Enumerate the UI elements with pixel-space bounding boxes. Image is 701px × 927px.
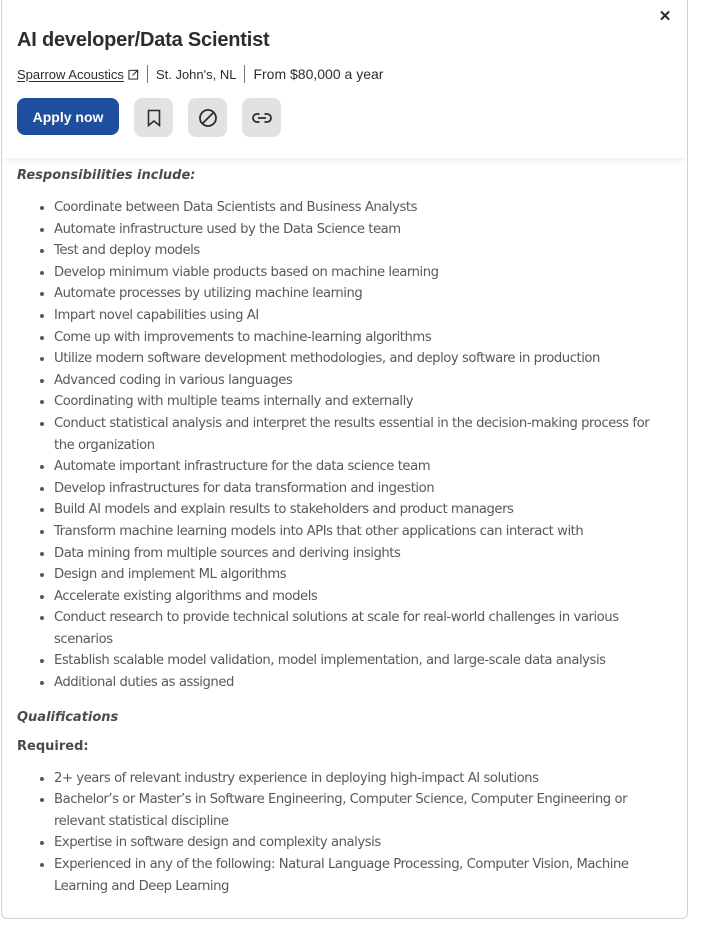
list-item: • 2+ years of relevant industry experience in deploying high-impact AI solutions bbox=[54, 768, 667, 790]
meta-divider bbox=[147, 65, 148, 83]
list-item: • Expertise in software design and complexity analysis bbox=[54, 832, 667, 854]
list-item: • Come up with improvements to machine-learning algorithms bbox=[54, 327, 667, 349]
list-item: • Establish scalable model validation, model implementation, and large-scale data analysis bbox=[54, 650, 667, 672]
list-item: • Experienced in any of the following: Natural Language Processing, Computer Vision, Machine Learning and Deep Learning bbox=[54, 854, 667, 897]
company-name: Sparrow Acoustics bbox=[17, 66, 124, 82]
job-detail-panel bbox=[1, 0, 688, 919]
qualifications-heading: Qualifications bbox=[17, 709, 119, 725]
list-item: • Data mining from multiple sources and deriving insights bbox=[54, 543, 667, 565]
list-item: • Coordinating with multiple teams internally and externally bbox=[54, 391, 667, 413]
close-icon: ✕ bbox=[658, 8, 672, 25]
copy-link-button[interactable] bbox=[242, 98, 281, 137]
job-meta bbox=[17, 65, 383, 83]
action-bar bbox=[17, 98, 281, 137]
bookmark-icon bbox=[146, 109, 162, 127]
meta-divider bbox=[244, 65, 245, 83]
list-item: • Additional duties as assigned bbox=[54, 672, 667, 694]
required-list bbox=[17, 768, 667, 898]
block-icon bbox=[198, 108, 218, 128]
list-item: • Coordinate between Data Scientists and Business Analysts bbox=[54, 197, 667, 219]
job-description bbox=[2, 158, 687, 918]
link-icon bbox=[252, 112, 272, 124]
list-item: • Utilize modern software development methodologies, and deploy software in production bbox=[54, 348, 667, 370]
list-item: • Automate processes by utilizing machine learning bbox=[54, 283, 667, 305]
job-location: St. John's, NL bbox=[155, 66, 237, 82]
list-item: • Conduct research to provide technical solutions at scale for real-world challenges in various scenarios bbox=[54, 607, 667, 650]
list-item: • Impart novel capabilities using AI bbox=[54, 305, 667, 327]
responsibilities-heading: Responsibilities include: bbox=[17, 168, 196, 183]
close-button[interactable] bbox=[653, 4, 677, 28]
not-interested-button[interactable] bbox=[188, 98, 227, 137]
apply-now-button[interactable]: Apply now bbox=[17, 98, 119, 135]
job-salary: From $80,000 a year bbox=[253, 66, 384, 82]
list-item: • Automate important infrastructure for the data science team bbox=[54, 456, 667, 478]
company-link[interactable] bbox=[17, 67, 139, 82]
list-item: • Accelerate existing algorithms and models bbox=[54, 586, 667, 608]
responsibilities-list bbox=[17, 197, 667, 694]
list-item: • Automate infrastructure used by the Data Science team bbox=[54, 219, 667, 241]
save-job-button[interactable] bbox=[134, 98, 173, 137]
list-item: • Bachelor’s or Master’s in Software Engineering, Computer Science, Computer Engineering or relevant statistical discipline bbox=[54, 789, 667, 832]
list-item: • Test and deploy models bbox=[54, 240, 667, 262]
job-header bbox=[2, 0, 687, 158]
required-heading: Required: bbox=[17, 738, 89, 754]
list-item: • Develop infrastructures for data transformation and ingestion bbox=[54, 478, 667, 500]
list-item: • Develop minimum viable products based on machine learning bbox=[54, 262, 667, 284]
external-link-icon bbox=[128, 69, 139, 80]
list-item: • Build AI models and explain results to stakeholders and product managers bbox=[54, 499, 667, 521]
list-item: • Transform machine learning models into APIs that other applications can interact with bbox=[54, 521, 667, 543]
list-item: • Design and implement ML algorithms bbox=[54, 564, 667, 586]
list-item: • Conduct statistical analysis and interpret the results essential in the decision-making process for the organization bbox=[54, 413, 667, 456]
list-item: • Advanced coding in various languages bbox=[54, 370, 667, 392]
job-title: AI developer/Data Scientist bbox=[17, 29, 270, 51]
